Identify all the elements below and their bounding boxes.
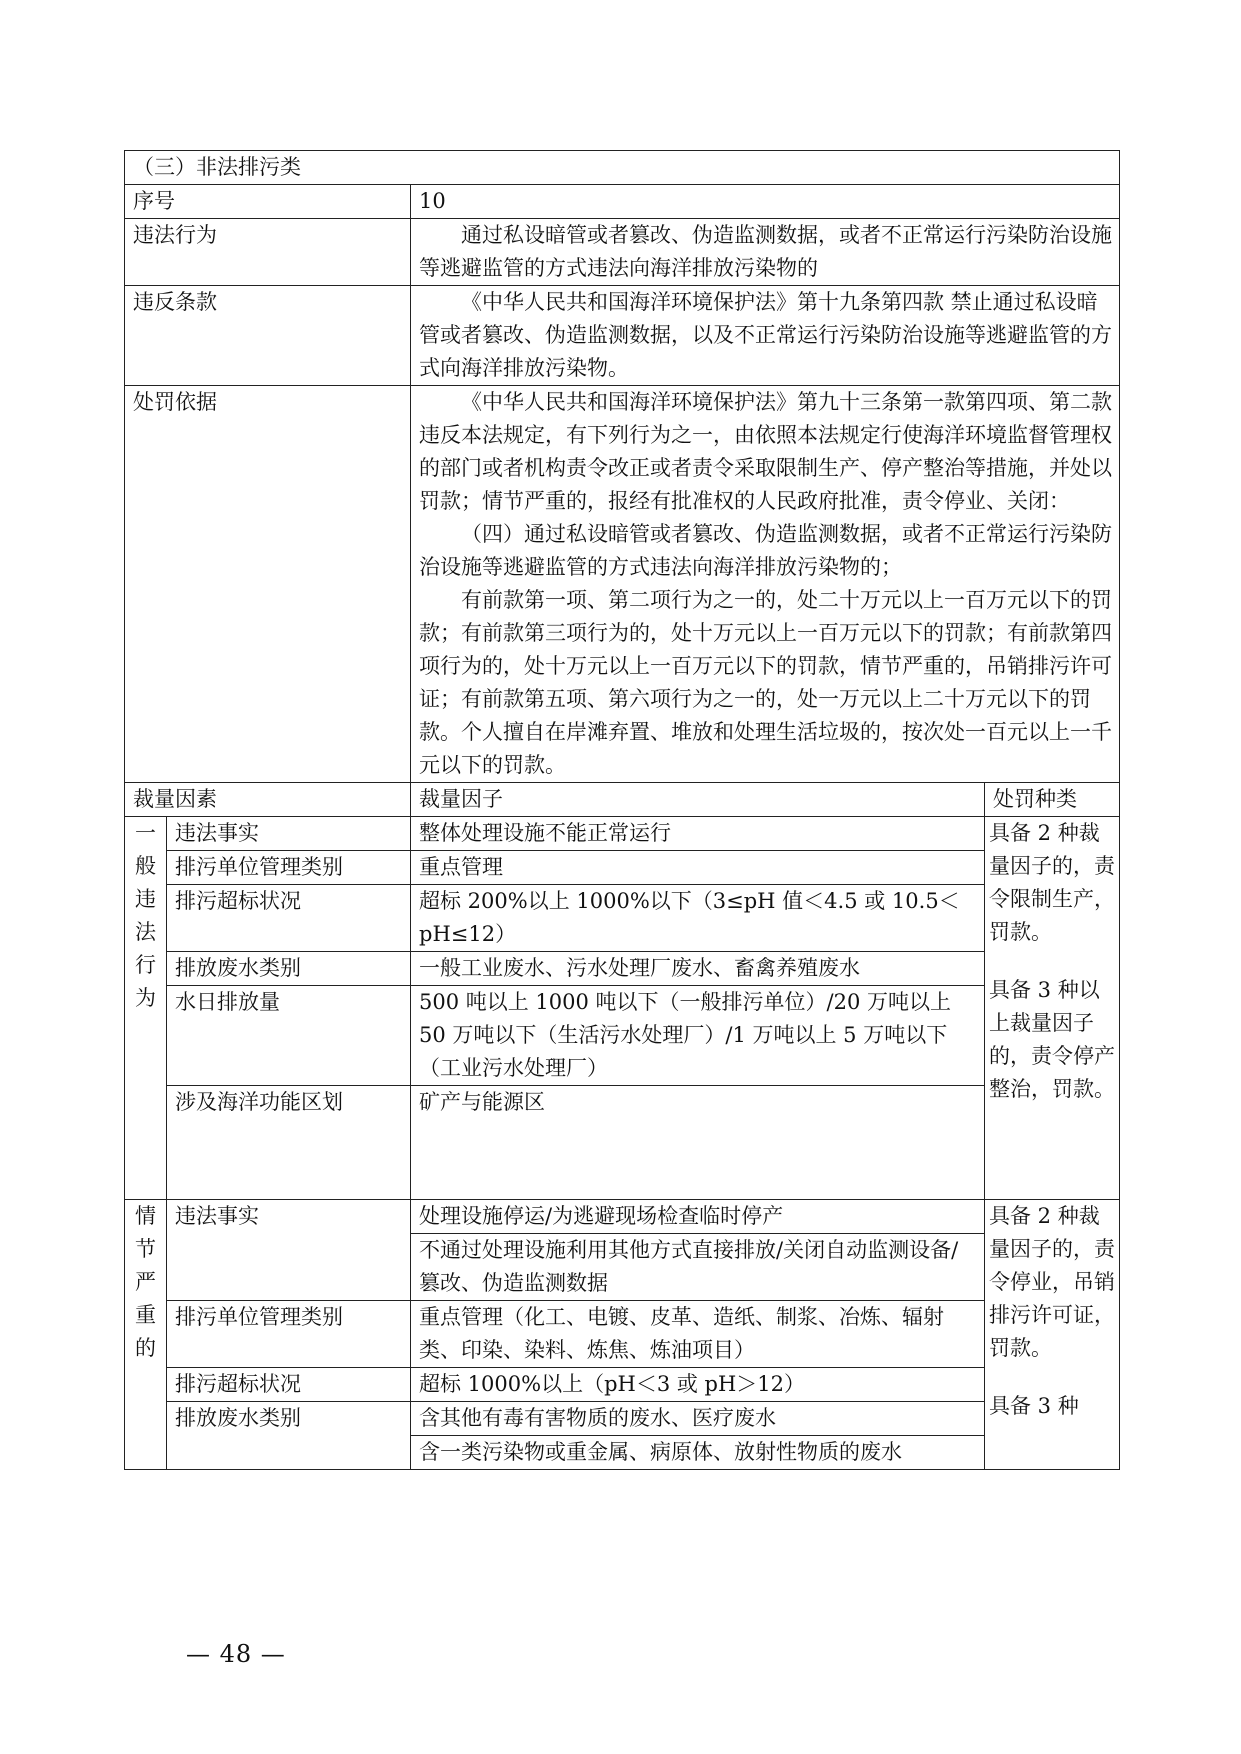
clause-text: 《中华人民共和国海洋环境保护法》第十九条第四款 禁止通过私设暗管或者篡改、伪造监测数据，以及不正常运行污染防治设施等逃避监管的方式向海洋排放污染物。 <box>419 290 1112 380</box>
factor-value: 500 吨以上 1000 吨以下（一般排污单位）/20 万吨以上 50 万吨以下（生活污水处理厂）/1 万吨以上 5 万吨以下（工业污水处理厂） <box>411 986 985 1086</box>
factor-name: 水日排放量 <box>167 986 411 1086</box>
factor-value: 重点管理 <box>411 851 985 885</box>
factor-name: 排污单位管理类别 <box>167 851 411 885</box>
factor-name: 排放废水类别 <box>167 952 411 986</box>
factor-name: 违法事实 <box>167 817 411 851</box>
clause-value <box>411 286 1120 386</box>
seq-label: 序号 <box>125 185 411 219</box>
factor-header-factors: 裁量因子 <box>411 783 985 817</box>
factor-value: 一般工业废水、污水处理厂废水、畜禽养殖废水 <box>411 952 985 986</box>
basis-label: 处罚依据 <box>125 386 411 783</box>
factor-value: 不通过处理设施利用其他方式直接排放/关闭自动监测设备/篡改、伪造监测数据 <box>411 1234 985 1301</box>
section-title: （三）非法排污类 <box>125 151 1120 185</box>
act-text: 通过私设暗管或者篡改、伪造监测数据，或者不正常运行污染防治设施等逃避监管的方式违法向海洋排放污染物的 <box>419 223 1112 280</box>
factor-name: 排放废水类别 <box>167 1402 411 1470</box>
seq-value: 10 <box>411 185 1120 219</box>
general-group-label: 一 般 违 法 行 为 <box>125 817 167 1200</box>
general-penalty-kind: 具备 2 种裁量因子的，责令限制生产，罚款。 具备 3 种以上裁量因子的，责令停产整治，罚款。 <box>985 817 1120 1200</box>
basis-paragraph: （四）通过私设暗管或者篡改、伪造监测数据，或者不正常运行污染防治设施等逃避监管的方式违法向海洋排放污染物的； <box>419 522 1112 579</box>
act-label: 违法行为 <box>125 219 411 286</box>
factor-value: 超标 1000%以上（pH＜3 或 pH＞12） <box>411 1368 985 1402</box>
factor-value: 含一类污染物或重金属、病原体、放射性物质的废水 <box>411 1436 985 1470</box>
factor-value: 含其他有毒有害物质的废水、医疗废水 <box>411 1402 985 1436</box>
basis-paragraph: 《中华人民共和国海洋环境保护法》第九十三条第一款第四项、第二款 违反本法规定，有下列行为之一，由依照本法规定行使海洋环境监督管理权的部门或者机构责令改正或者责令采取限制生产、停产整治等措施，并处以罚款；情节严重的，报经有批准权的人民政府批准，责令停业、关闭： <box>419 390 1112 513</box>
factor-value: 超标 200%以上 1000%以下（3≤pH 值＜4.5 或 10.5＜pH≤12） <box>411 885 985 952</box>
factor-value: 重点管理（化工、电镀、皮革、造纸、制浆、冶炼、辐射类、印染、染料、炼焦、炼油项目） <box>411 1301 985 1368</box>
serious-group-label: 情 节 严 重 的 <box>125 1200 167 1470</box>
factor-name: 排污超标状况 <box>167 885 411 952</box>
factor-name: 违法事实 <box>167 1200 411 1301</box>
serious-penalty-kind: 具备 2 种裁量因子的，责令停业，吊销排污许可证，罚款。 具备 3 种 <box>985 1200 1120 1470</box>
penalty-table <box>124 150 1120 1470</box>
factor-name: 排污单位管理类别 <box>167 1301 411 1368</box>
factor-value: 处理设施停运/为逃避现场检查临时停产 <box>411 1200 985 1234</box>
factor-value: 整体处理设施不能正常运行 <box>411 817 985 851</box>
factor-header-penalty: 处罚种类 <box>985 783 1120 817</box>
basis-paragraph: 有前款第一项、第二项行为之一的，处二十万元以上一百万元以下的罚款；有前款第三项行为的，处十万元以上一百万元以下的罚款；有前款第四项行为的，处十万元以上一百万元以下的罚款，情节严重的，吊销排污许可证；有前款第五项、第六项行为之一的，处一万元以上二十万元以下的罚款。个人擅自在岸滩弃置、堆放和处理生活垃圾的，按次处一百元以上一千元以下的罚款。 <box>419 588 1112 777</box>
factor-name: 排污超标状况 <box>167 1368 411 1402</box>
page-number: — 48 — <box>186 1640 286 1668</box>
clause-label: 违反条款 <box>125 286 411 386</box>
factor-value: 矿产与能源区 <box>411 1086 985 1200</box>
act-value <box>411 219 1120 286</box>
basis-value <box>411 386 1120 783</box>
factor-name: 涉及海洋功能区划 <box>167 1086 411 1200</box>
factor-header-elements: 裁量因素 <box>125 783 411 817</box>
